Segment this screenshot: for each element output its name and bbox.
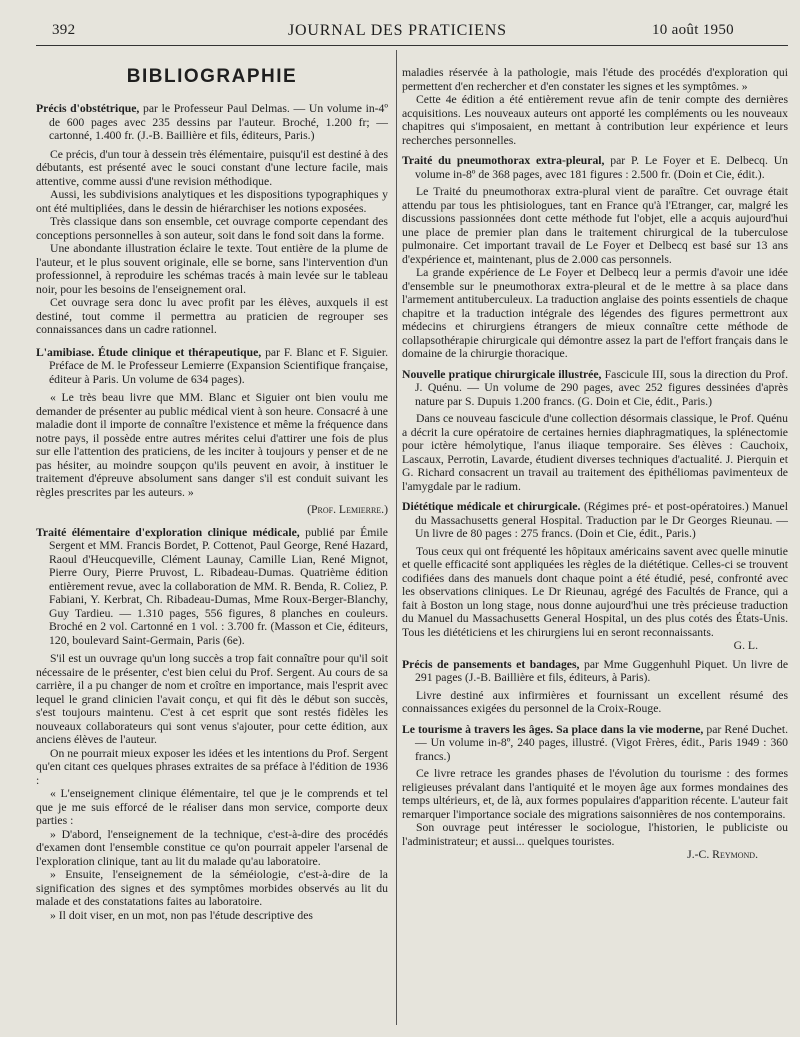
review-paragraph: maladies réservée à la pathologie, mais l'étude des procédés d'exploration qui permettent d'en rechercher et d'en constater les signes et les symptômes. »: [402, 66, 788, 93]
review-signature: J.-C. Reymond.: [687, 848, 758, 861]
book-title: Nouvelle pratique chirurgicale illustrée,: [402, 367, 602, 381]
book-details: (Régimes pré- et post-opératoires.) Manuel du Massachusetts general Hospital. Traduction par le Dr Georges Rieunau. — Un livre de 80 pages : 275 francs. (Doin et Cie, édit., Paris.): [415, 500, 788, 540]
review-paragraph: Ce livre retrace les grandes phases de l'évolution du tourisme : des formes religieuses prévalant dans l'antiquité et le moyen âge aux formes mondaines des temps ultérieurs, et, de là, aux formes populaires d'apparition récente. L'auteur fait remarquer l'importance sociale des migrations saisonnières de nos contemporains.: [402, 767, 788, 821]
review-heading: [402, 154, 788, 181]
review-heading: [402, 368, 788, 409]
review-paragraph: Le Traité du pneumothorax extra-plural vient de paraître. Cet ouvrage était attendu par tous les phtisiologues, tant en France qu'à l'Etranger, car, malgré les discussions passionnées dont cette méthode fut l'objet, elle a acquis aujourd'hui une place de premier plan dans le traitement chirurgical de la tuberculose pulmonaire. Cet important travail de Le Foyer et Delbecq est basé sur 13 ans d'expérience et, maintenant, plus de 2.000 cas personnels.: [402, 185, 788, 266]
book-title: Précis de pansements et bandages,: [402, 657, 580, 671]
review-heading: [36, 102, 388, 143]
review-paragraph: Aussi, les subdivisions analytiques et les dispositions typographiques y ont été multipliées, dans le dessin de hiérarchiser les notions exposées.: [36, 188, 388, 215]
book-details: Fascicule III, sous la direction du Prof. J. Quénu. — Un volume de 290 pages, avec 252 figures dessinées d'après nature par S. Dupuis 1.200 francs. (G. Doin et Cie, édit., Paris.): [415, 367, 788, 408]
book-details: publié par Émile Sergent et MM. Francis Bordet, P. Cottenot, Paul George, René Hazard, Raoul d'Heucqueville, Clément Launay, Camille Lian, René Mignot, Pierre Oury, Pierre Pruvost, L. Ribadeau-Dumas. Quatrième édition entièrement revue, avec la collaboration de MM. R. Benda, R. Coliez, P. Fabiani, Y. Kerbrat, Ch. Ribadeau-Dumas, Mme Roux-Berger-Blanchy, Guy Tardieu. — 1.310 pages, 556 figures, 8 planches en couleurs. Broché en 2 vol. Cartonné en 1 vol. : 3.700 fr. (Masson et Cie, éditeurs, 120, boulevard Saint-Germain, Paris (6e).: [49, 525, 388, 647]
book-details: par le Professeur Paul Delmas. — Un volume in-4º de 600 pages avec 235 dessins par l'auteur. Broché, 1.200 fr; — cartonné, 1.400 fr. (J.-B. Baillière et fils, éditeurs, Paris.): [49, 102, 389, 142]
review-paragraph: La grande expérience de Le Foyer et Delbecq leur a permis d'avoir une idée d'ensemble sur le pneumothorax extra-pleural et de le mettre à sa place dans l'armement antituberculeux. La traduction anglaise des points essentiels de chaque chapitre et la traduction intégrale des légendes des figures permettront aux médecins et chirurgiens étrangers de mieux connaître cette méthode de collapsothérapie chirurgicale qui démontre assez la part de l'effort français dans le domaine de la chirurgie thoracique.: [402, 266, 788, 360]
section-title: BIBLIOGRAPHIE: [126, 66, 298, 87]
book-details: par P. Le Foyer et E. Delbecq. Un volume in-8º de 368 pages, avec 181 figures : 2.500 fr. (Doin et Cie, édit.).: [415, 154, 788, 181]
review-paragraph: « Le très beau livre que MM. Blanc et Siguier ont bien voulu me demander de présenter au public médical vient à son heure. Consacré à une maladie dont il importe de connaître l'existence et même la fréquence dans notre pays, il possède entre autres mérites celui d'attirer une fois de plus sur elle l'attention des praticiens, de les inciter à toujours y penser et de ne pas hésiter, au moindre soupçon qu'ils peuvent en avoir, à instituer le traitement d'épreuve absolument sans danger s'il est conduit suivant les règles prescrites par les auteurs. »: [36, 391, 388, 499]
review-paragraph: Livre destiné aux infirmières et fournissant un excellent résumé des connaissances exigées du personnel de la Croix-Rouge.: [402, 688, 788, 715]
review-paragraph: » Il doit viser, en un mot, non pas l'étude descriptive des: [50, 908, 313, 922]
review-paragraph: Tous ceux qui ont fréquenté les hôpitaux américains savent avec quelle minutie et quelle efficacité sont appliquées les règles de la diététique. Celles-ci se trouvent codifiées dans des manuels dont chaque point a été étudié, pesé, confronté avec les observations cliniques. Le Dr Rieunau, agrégé des Facultés de France, qui a fait à Boston un long stage, nous donne aujourd'hui une très précieuse traduction du Manuel du Massachusetts General Hospital, un des plus cotés des États-Unis. Tous les diététiciens et les chirurgiens lui en seront reconnaissants.: [402, 544, 788, 639]
review-paragraph: Son ouvrage peut intéresser le sociologue, l'historien, le publiciste ou l'administrateur; et aussi... quelques touristes.: [402, 821, 788, 848]
page-number: 392: [52, 22, 76, 38]
book-title: Le tourisme à travers les âges. Sa place dans la vie moderne,: [402, 722, 704, 736]
review-heading: [36, 526, 388, 648]
book-title: Diététique médicale et chirurgicale.: [402, 500, 581, 513]
right-column: [402, 66, 788, 862]
review-paragraph: » Ensuite, l'enseignement de la séméiologie, c'est-à-dire de la signification des signes et des symptômes morbides observés au lit du malade et des constatations faites au laboratoire.: [36, 868, 388, 908]
review-paragraph: S'il est un ouvrage qu'un long succès a trop fait connaître pour qu'il soit nécessaire de le présenter, c'est bien celui du Prof. Sergent. Au cours de sa carrière, il a pu changer de nom et croître en importance, mais l'esprit avec lequel le grand clinicien l'avait conçu, et qui fit dès le début son succès, s'est toujours maintenu. C'est à cet esprit que sont restés fidèles les nouveaux collaborateurs qui sont venus s'ajouter, pour cette édition, aux anciens élèves de l'auteur.: [36, 652, 388, 746]
book-title: Traité élémentaire d'exploration clinique médicale,: [36, 525, 300, 539]
book-title: L'amibiase. Étude clinique et thérapeutique,: [36, 345, 262, 359]
review-heading: [36, 346, 388, 387]
book-title: Précis d'obstétrique,: [36, 102, 140, 115]
review-paragraph: Cet ouvrage sera donc lu avec profit par les élèves, auxquels il est destiné, tout comme il permettra au praticien de regrouper ses connaissances dans un cadre rationnel.: [36, 296, 388, 336]
review-paragraph: Cette 4e édition a été entièrement revue afin de tenir compte des dernières acquisitions. Les nouveaux auteurs ont apporté les compléments ou les nouveaux chapitres qui s'imposaient, en mettant à contribution leur expérience et leurs recherches personnelles.: [402, 93, 788, 147]
book-details: par Mme Guggenhuhl Piquet. Un livre de 291 pages (J.-B. Baillière et fils, éditeurs, à Paris).: [415, 657, 789, 684]
header-rule: [36, 45, 788, 46]
book-title: Traité du pneumothorax extra-pleural,: [402, 154, 605, 167]
review-paragraph: Très classique dans son ensemble, cet ouvrage comporte cependant des conceptions personnelles à son auteur, soit dans le fond soit dans la forme.: [36, 215, 388, 242]
review-signature: (Prof. Lemierre.): [307, 503, 388, 516]
column-divider: [396, 50, 397, 1025]
review-paragraph: « L'enseignement clinique élémentaire, tel que je le comprends et tel que je me suis efforcé de le réaliser dans mon service, comporte deux parties :: [36, 787, 388, 827]
review-paragraph: » D'abord, l'enseignement de la technique, c'est-à-dire des procédés d'examen dont l'ensemble constitue ce qu'on pourrait appeler l'arsenal de l'exploration clinique, tant au lit du malade qu'au laboratoire.: [36, 827, 388, 868]
left-column: [36, 66, 388, 922]
book-details: par F. Blanc et F. Siguier. Préface de M. le Professeur Lemierre (Expansion Scientifique française, éditeur à Paris. Un volume de 634 pages).: [49, 345, 388, 386]
review-heading: [402, 500, 788, 541]
review-paragraph: Dans ce nouveau fascicule d'une collection désormais classique, le Prof. Quénu a décrit la cure opératoire de certaines hernies diaphragmatiques, la splénectomie pour ictère hémolytique, l'anus iliaque temporaire. Ses élèves : Cauchoix, Lascaux, Perrotin, Lavarde, étudient diverses techniques d'actualité. J. Pierquin et G. Richard consacrent un travail au traitement des épithéliomas pavimenteux de l'amygdale par le radium.: [402, 412, 788, 493]
review-heading: [402, 658, 788, 685]
journal-title: JOURNAL DES PRATICIENS: [288, 22, 507, 39]
review-heading: [402, 723, 788, 764]
review-paragraph: Ce précis, d'un tour à dessein très élémentaire, puisqu'il est destiné à des débutants, est présenté avec le souci constant d'une lecture facile, mais attentive, comme aussi d'une revision méthodique.: [36, 147, 388, 188]
issue-date: 10 août 1950: [652, 22, 734, 38]
review-paragraph: On ne pourrait mieux exposer les idées et les intentions du Prof. Sergent qu'en citant ces quelques phrases extraites de sa préface à l'édition de 1936 :: [36, 746, 388, 787]
review-paragraph: Une abondante illustration éclaire le texte. Tout entière de la plume de l'auteur, et le plus souvent originale, elle se borne, sans l'intervention d'un professionnel, à reproduire les schémas tracés à main levée sur le tableau noir, pour les besoins de l'enseignement oral.: [36, 242, 388, 296]
review-signature: G. L.: [733, 639, 758, 652]
book-details: par René Duchet. — Un volume in-8º, 240 pages, illustré. (Vigot Frères, édit., Paris 1949 : 360 francs.): [415, 722, 789, 763]
